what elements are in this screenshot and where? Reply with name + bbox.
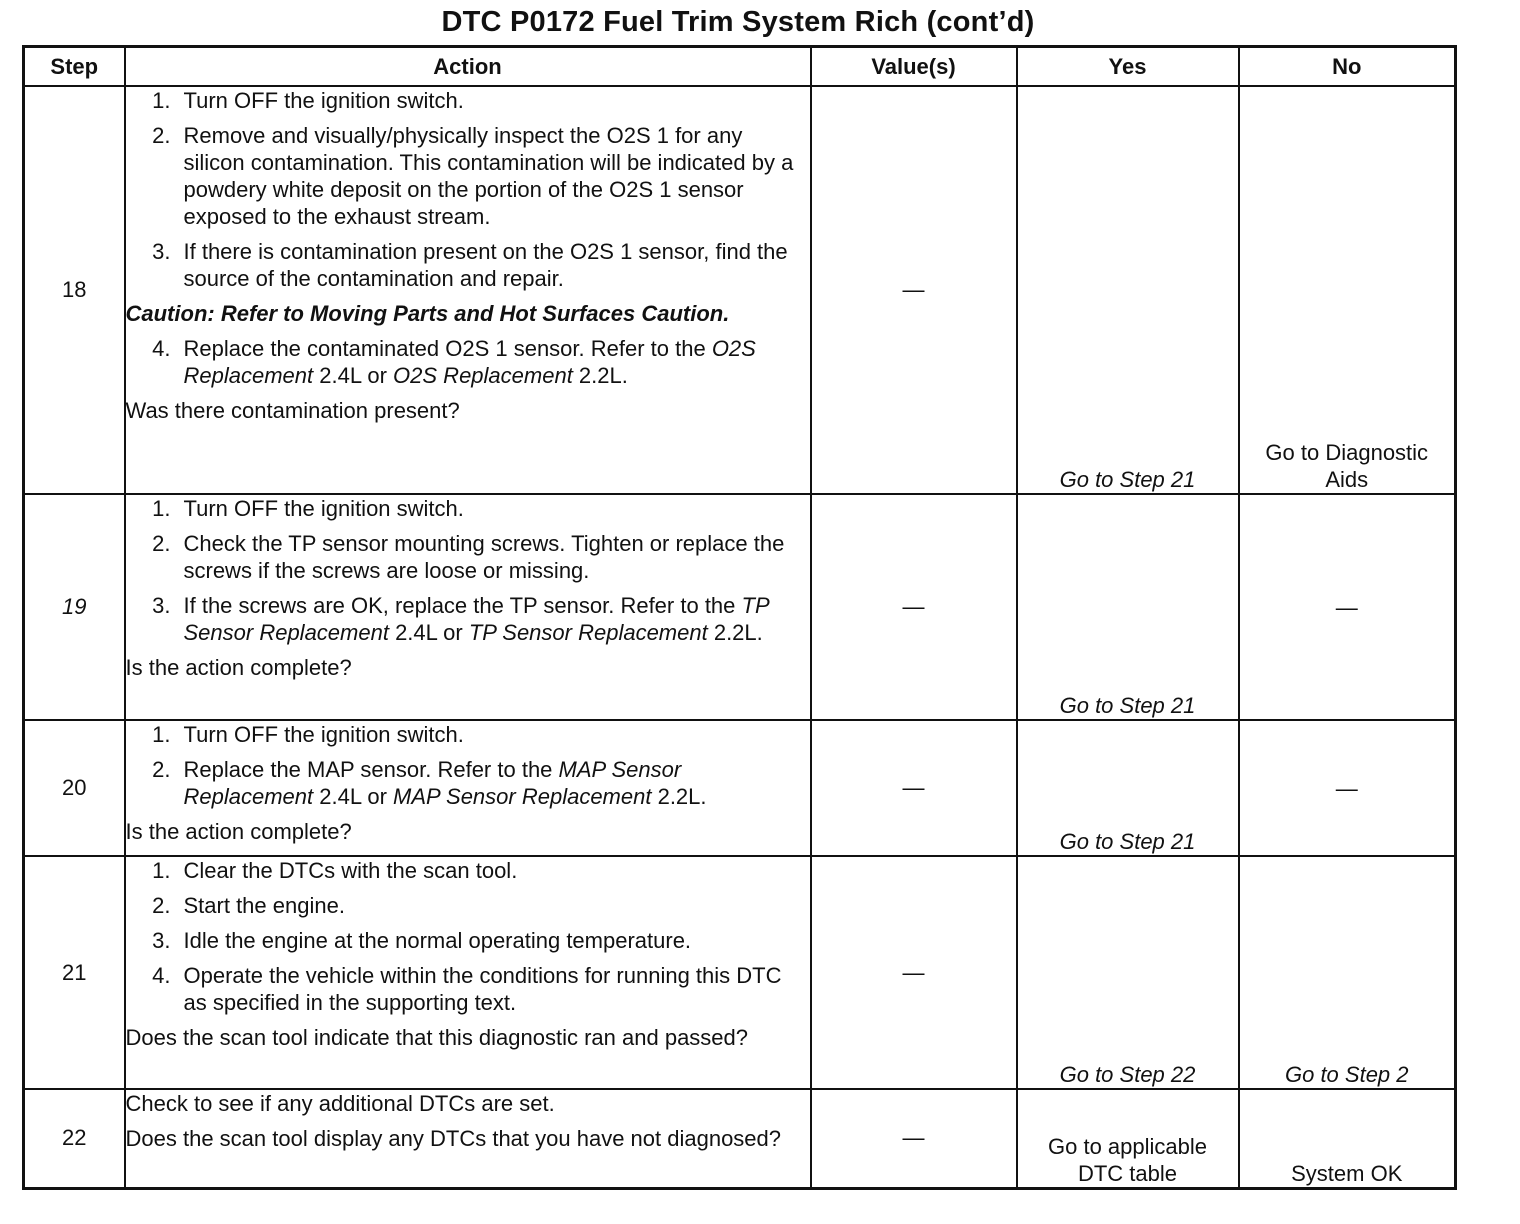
no-cell: Go to Diagnostic Aids xyxy=(1239,86,1456,494)
step-number: 21 xyxy=(24,856,125,1089)
no-cell: — xyxy=(1239,494,1456,720)
action-cell xyxy=(125,856,811,1089)
reference-link: O2S Replacement xyxy=(393,363,573,388)
reference-link: TP Sensor Replacement xyxy=(183,593,769,645)
table-row xyxy=(24,720,1456,856)
list-item: 2. Check the TP sensor mounting screws. Tighten or replace the screws if the screws are loose or missing. xyxy=(152,531,785,583)
list-item: 4. Replace the contaminated O2S 1 sensor. Refer to the O2S Replacement 2.4L or O2S Replacement 2.2L. xyxy=(152,336,756,388)
value-cell: — xyxy=(811,1089,1017,1188)
question-text: Is the action complete? xyxy=(125,655,352,680)
table-row xyxy=(24,86,1456,494)
list-item: 1. Turn OFF the ignition switch. xyxy=(152,722,464,747)
yes-cell: Go to applicable DTC table xyxy=(1017,1089,1239,1188)
step-number: 19 xyxy=(24,494,125,720)
page-title: DTC P0172 Fuel Trim System Rich (cont’d) xyxy=(441,6,1035,38)
table-row xyxy=(24,856,1456,1089)
action-cell xyxy=(125,1089,811,1188)
list-item: 2. Replace the MAP sensor. Refer to the MAP Sensor Replacement 2.4L or MAP Sensor Replacement 2.2L. xyxy=(152,757,707,809)
header-row xyxy=(24,47,1456,87)
note-text: Check to see if any additional DTCs are set. xyxy=(125,1091,555,1116)
step-number: 18 xyxy=(24,86,125,494)
no-cell: System OK xyxy=(1239,1089,1456,1188)
caution-text: Caution: Refer to Moving Parts and Hot Surfaces Caution. xyxy=(125,301,730,326)
value-cell: — xyxy=(811,720,1017,856)
question-text: Was there contamination present? xyxy=(125,398,460,423)
no-cell: — xyxy=(1239,720,1456,856)
reference-link: MAP Sensor Replacement xyxy=(393,784,652,809)
yes-cell: Go to Step 21 xyxy=(1017,494,1239,720)
list-item: 4. Operate the vehicle within the conditions for running this DTC as specified in the supporting text. xyxy=(152,963,782,1015)
list-item: 2. Remove and visually/physically inspect the O2S 1 for any silicon contamination. This contamination will be indicated by a powdery white deposit on the portion of the O2S 1 sensor exposed to the exhaust stream. xyxy=(152,123,794,229)
reference-link: MAP Sensor Replacement xyxy=(183,757,682,809)
no-cell: Go to Step 2 xyxy=(1239,856,1456,1089)
list-item: 3. If the screws are OK, replace the TP sensor. Refer to the TP Sensor Replacement 2.4L or TP Sensor Replacement 2.2L. xyxy=(152,593,769,645)
header-no: No xyxy=(1239,47,1456,87)
header-step: Step xyxy=(24,47,125,87)
table-row xyxy=(24,1089,1456,1188)
question-text: Is the action complete? xyxy=(125,819,352,844)
list-item: 1. Clear the DTCs with the scan tool. xyxy=(152,858,518,883)
action-cell xyxy=(125,494,811,720)
yes-cell: Go to Step 21 xyxy=(1017,86,1239,494)
diagnostic-table xyxy=(22,45,1457,1190)
value-cell: — xyxy=(811,856,1017,1089)
list-item: 3. If there is contamination present on the O2S 1 sensor, find the source of the contamination and repair. xyxy=(152,239,788,291)
table-row xyxy=(24,494,1456,720)
action-cell xyxy=(125,720,811,856)
yes-cell: Go to Step 21 xyxy=(1017,720,1239,856)
question-text: Does the scan tool indicate that this diagnostic ran and passed? xyxy=(125,1025,749,1050)
step-number: 20 xyxy=(24,720,125,856)
list-item: 2. Start the engine. xyxy=(152,893,345,918)
list-item: 1. Turn OFF the ignition switch. xyxy=(152,496,464,521)
action-cell xyxy=(125,86,811,494)
list-item: 1. Turn OFF the ignition switch. xyxy=(152,88,464,113)
step-number: 22 xyxy=(24,1089,125,1188)
value-cell: — xyxy=(811,86,1017,494)
header-yes: Yes xyxy=(1017,47,1239,87)
list-item: 3. Idle the engine at the normal operating temperature. xyxy=(152,928,692,953)
yes-cell: Go to Step 22 xyxy=(1017,856,1239,1089)
header-action: Action xyxy=(125,47,811,87)
value-cell: — xyxy=(811,494,1017,720)
reference-link: O2S Replacement xyxy=(183,336,756,388)
reference-link: TP Sensor Replacement xyxy=(468,620,708,645)
question-text: Does the scan tool display any DTCs that you have not diagnosed? xyxy=(125,1126,782,1151)
header-values: Value(s) xyxy=(811,47,1017,87)
